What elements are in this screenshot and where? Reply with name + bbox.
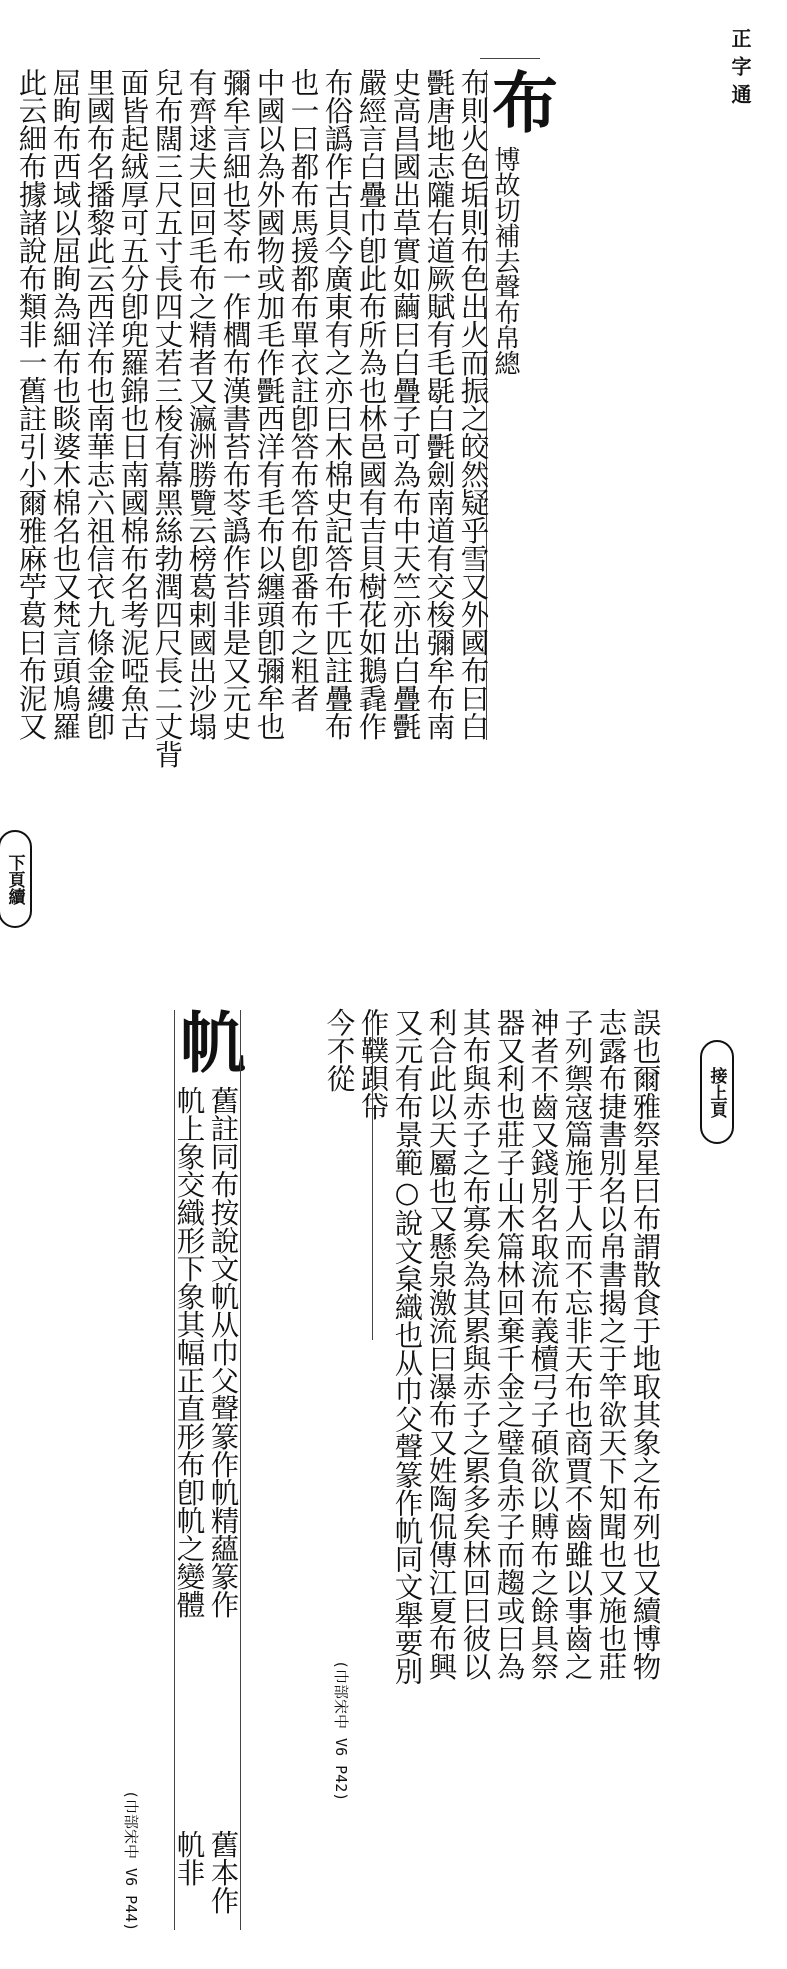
page-reference: (巾部宋中 V6 P42)	[332, 1660, 350, 1802]
entry-column: 此云細布據諸說布類非一舊註引小爾雅麻苧葛曰布泥又	[14, 68, 48, 740]
entry-column: 㠶非	[172, 1830, 206, 1886]
entry-column: 也一曰都布馬援都布單衣註卽答布答布卽番布之粗者	[286, 68, 320, 712]
entry-column: 今不從	[322, 1008, 356, 1092]
entry-column: 布俗譌作古貝今廣東有之亦曰木棉史記答布千匹註疊布	[320, 68, 354, 740]
entry-column: 舊本作	[206, 1830, 240, 1914]
entry-column: 利合此以天屬也又懸泉激流曰瀑布又姓陶侃傳江夏布興	[424, 1008, 458, 1680]
entry-column: 器又利也莊子山木篇林回棄千金之璧負赤子而趨或曰為	[492, 1008, 526, 1680]
top-rule	[480, 58, 540, 59]
entry-column: 嚴經言白疊巾卽此布所為也林邑國有吉貝樹花如鵝毳作	[354, 68, 388, 740]
headword-variant: 㠶	[180, 1004, 246, 1082]
page-reference: (巾部宋中 V6 P44)	[122, 1790, 140, 1932]
entry-column: 彌牟言細也苓布一作櫚布漢書苔布苓譌作苔非是又元史	[218, 68, 252, 740]
entry-column: 其布與赤子之布寡矣為其累與赤子之累多矣林回曰彼以	[458, 1008, 492, 1680]
entry-column: 作䪁䟺帒	[356, 1008, 390, 1120]
entry-column: 㲲唐地志隴右道厥賦有毛毼白㲲劍南道有交梭彌牟布南	[422, 68, 456, 740]
entry-column: 中國以為外國物或加毛作㲲西洋有毛布以纏頭卽彌牟也	[252, 68, 286, 740]
entry-column: 史高昌國出草實如繭曰白疊子可為布中天竺亦出白疊㲲	[388, 68, 422, 740]
column-rule	[372, 1010, 373, 1340]
continued-next-page-seal: 下頁續	[0, 830, 32, 928]
entry-column: 志露布捷書別名以帛書揭之于竿欲天下知聞也又施也莊	[594, 1008, 628, 1680]
entry-column: 子列禦寇篇施于人而不忘非天布也商賈不齒雖以事齒之	[560, 1008, 594, 1680]
column-rule	[240, 1010, 241, 1930]
entry-column: 神者不齒又錢別名取流布義櫝弓子碩欲以賻布之餘具祭	[526, 1008, 560, 1680]
entry-column: 屈眴布西域以屈眴為細布也睒婆木棉名也又梵言頭鳩羅	[48, 68, 82, 740]
book-title: 正字通	[728, 28, 752, 112]
entry-column: 面皆起絨厚可五分卽兜羅錦也日南國棉布名考泥啞魚古	[116, 68, 150, 740]
headword-bu: 布	[492, 64, 558, 142]
entry-column: 博故切補去聲布帛總	[490, 146, 520, 376]
entry-column: 有齊逑夫回回毛布之精者又瀛洲勝覽云榜葛剌國出沙塌	[184, 68, 218, 740]
entry-column: 里國布名播黎此云西洋布也南華志六祖信衣九條金縷卽	[82, 68, 116, 740]
entry-column: 舊註同布按說文㠶从巾父聲篆作㠶精蘊篆作	[206, 1086, 240, 1618]
entry-column: 又元有布景範○說文枲織也从巾父聲篆作㠶同文舉要別	[390, 1008, 424, 1685]
entry-column: 布則火色垢則布色出火而振之皎然疑乎雪又外國布曰白	[456, 68, 490, 740]
entry-column: 兒布闊三尺五寸長四丈若三梭有幕黑絲勃潤四尺長二丈背	[150, 68, 184, 768]
entry-column: 㠶上象交織形下象其幅正直形布卽㠶之變體	[172, 1086, 206, 1618]
entry-column: 誤也爾雅祭星曰布謂散食于地取其象之布列也又續博物	[628, 1008, 662, 1680]
continued-from-previous-seal: 接上頁	[700, 1040, 734, 1144]
